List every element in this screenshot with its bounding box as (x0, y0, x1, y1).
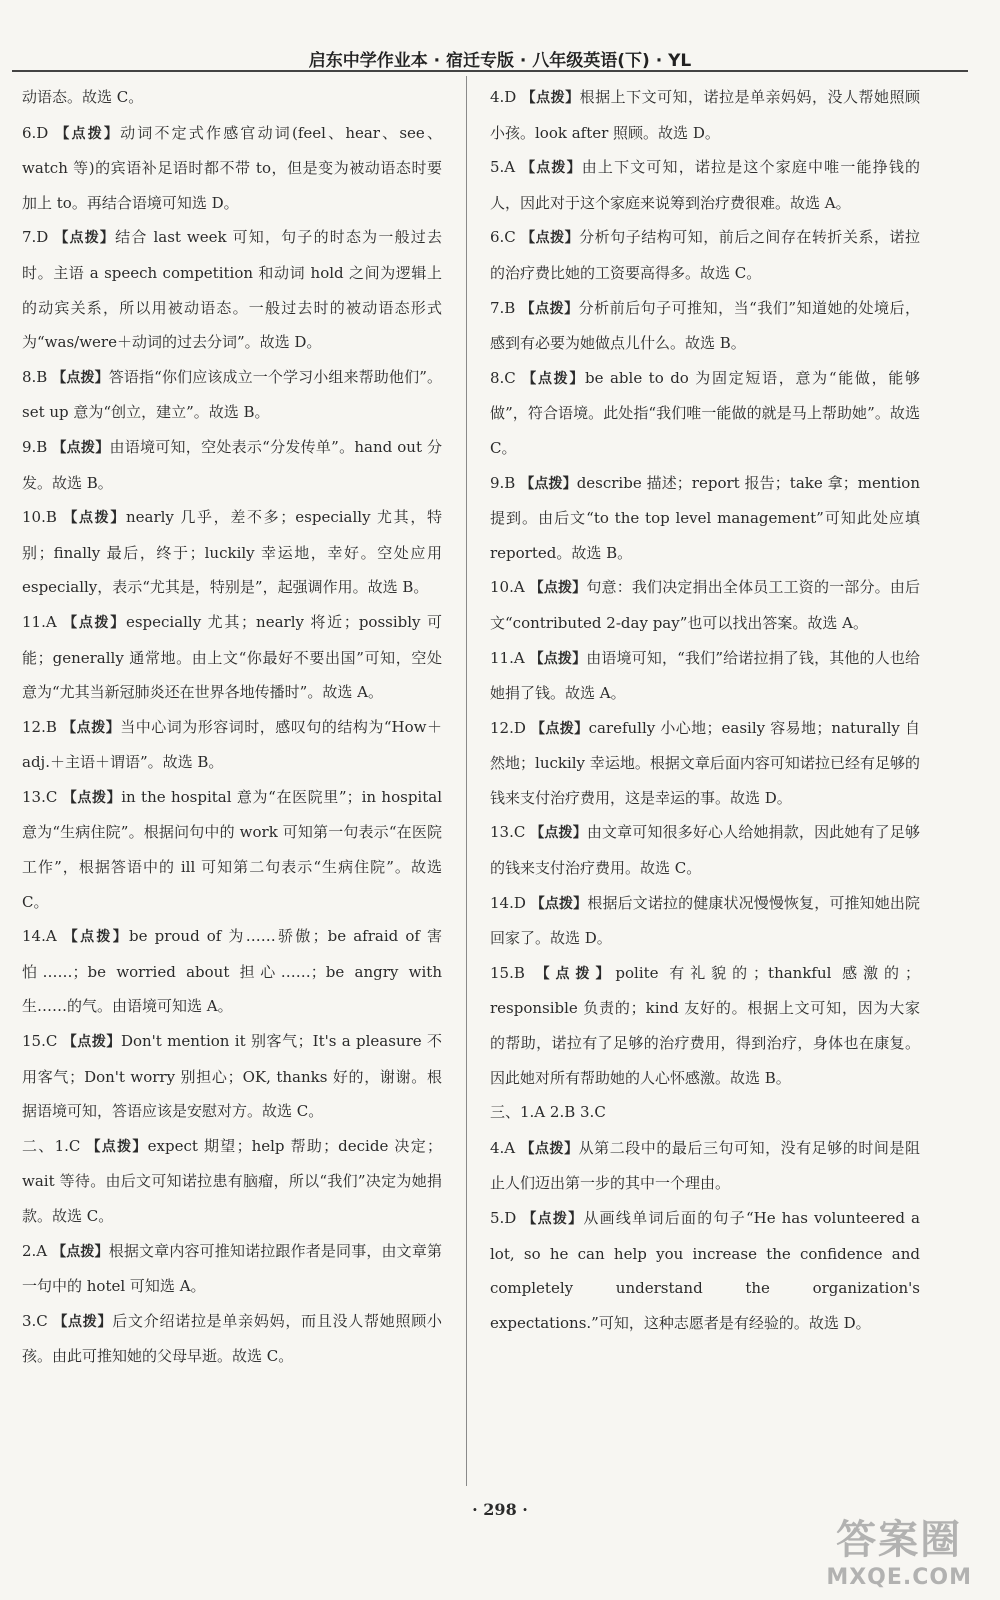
hint-tag: 【点拨】 (529, 580, 587, 597)
answer-entry (22, 780, 442, 919)
answer-entry (490, 1095, 920, 1131)
watermark-text: 答案圈 (836, 1517, 963, 1563)
answer-entry (490, 466, 920, 571)
explanation-text: 分析前后句子可推知，当“我们”知道她的处境后，感到有必要为她做点儿什么。故选 B。 (490, 298, 921, 353)
question-number: 4.A (490, 1138, 516, 1157)
hint-tag: 【点拨】 (531, 720, 589, 737)
question-number: 二、1.C (22, 1136, 81, 1155)
hint-tag: 【点拨】 (530, 825, 587, 842)
hint-tag: 【点拨】 (530, 895, 588, 912)
answer-entry (22, 1234, 442, 1304)
hint-tag: 【点拨】 (62, 719, 121, 736)
question-number: 6.D (22, 123, 49, 142)
question-number: 三、1.A 2.B 3.C (490, 1103, 606, 1122)
answer-entry (22, 710, 442, 780)
explanation-text: 结合 last week 可知，句子的时态为一般过去时。主语 a speech competition 和动词 hold 之间为逻辑上的动宾关系，所以用被动语态。一般过去时的被动语态形式为“was/were＋动词的过去分词”。故选 D。 (22, 228, 442, 352)
explanation-text: in the hospital 意为“在医院里”；in hospital 意为“生病住院”。根据问句中的 work 可知第一句表示“在医院工作”，根据答语中的 ill 可知第二句表示“生病住院”。故选 C。 (22, 787, 442, 911)
question-number: 2.A (22, 1241, 48, 1260)
answer-entry (490, 641, 920, 711)
question-number: 4.D (490, 88, 517, 106)
explanation-text: 答语指“你们应该成立一个学习小组来帮助他们”。set up 意为“创立，建立”。故选 B。 (22, 367, 442, 422)
question-number: 14.D (490, 893, 526, 912)
hint-tag: 【点拨】 (520, 300, 579, 317)
explanation-text: especially 尤其；nearly 将近；possibly 可能；generally 通常地。由上文“你最好不要出国”可知，空处意为“尤其当新冠肺炎还在世界各地传播时”。故选 A。 (22, 612, 442, 702)
question-number: 7.B (490, 298, 516, 317)
answer-entry (22, 116, 442, 221)
header-rule (12, 70, 968, 72)
question-number: 14.A (22, 927, 57, 946)
column-divider (466, 76, 467, 1486)
explanation-text: nearly 几乎，差不多；especially 尤其，特别；finally 最后，终于；luckily 幸运地，幸好。空处应用 especially，表示“尤其是，特别是”，起强调作用。故选 B。 (22, 508, 442, 597)
hint-tag: 【点拨】 (522, 1211, 584, 1227)
answer-entry (490, 1131, 920, 1201)
hint-tag: 【点拨】 (63, 929, 130, 946)
explanation-text: 根据后文诺拉的健康状况慢慢恢复，可推知她出院回家了。故选 D。 (490, 893, 920, 948)
answer-entry (490, 361, 920, 466)
explanation-text: 句意：我们决定捐出全体员工工资的一部分。由后文“contributed 2-day pay”也可以找出答案。故选 A。 (490, 578, 920, 632)
hint-tag: 【点拨】 (86, 1138, 148, 1155)
answer-entry (490, 80, 920, 150)
question-number: 10.B (22, 508, 57, 527)
answer-entry (490, 570, 920, 640)
watermark-logo (826, 1508, 972, 1590)
answer-entry (22, 1129, 442, 1234)
question-number: 8.C (490, 368, 516, 387)
question-number: 12.B (22, 717, 57, 736)
answer-entry (490, 1201, 920, 1340)
answer-entry (490, 220, 920, 290)
hint-tag: 【点拨】 (62, 789, 122, 806)
explanation-text: 动词不定式作感官动词(feel、hear、see、watch 等)的宾语补足语时都不带 to，但是变为被动语态时要加上 to。再结合语境可知选 D。 (22, 123, 442, 212)
explanation-text: describe 描述；report 报告；take 拿；mention 提到。由后文“to the top level management”可知此处应填 reported。故选 B。 (490, 473, 920, 562)
explanation-text: expect 期望；help 帮助；decide 决定；wait 等待。由后文可知诺拉患有脑瘤，所以“我们”决定为她捐款。故选 C。 (22, 1136, 442, 1225)
hint-tag: 【点拨】 (520, 1140, 579, 1157)
explanation-text: 从第二段中的最后三句可知，没有足够的时间是阻止人们迈出第一步的其中一个理由。 (490, 1138, 920, 1193)
hint-tag: 【点拨】 (52, 369, 109, 386)
answer-entry (22, 80, 442, 116)
question-number: 10.A (490, 578, 525, 597)
explanation-text: 由上下文可知，诺拉是这个家庭中唯一能挣钱的人，因此对于这个家庭来说筹到治疗费很难。故选 A。 (490, 158, 920, 212)
explanation-text: 从画线单词后面的句子“He has volunteered a lot, so he can help you increase the confidence and completely understand the organization's expectations.”可知，这种志愿者是有经验的。故选 D。 (490, 1209, 920, 1332)
question-number: 12.D (490, 718, 526, 737)
answer-entry (22, 1304, 442, 1374)
explanation-text: 分析句子结构可知，前后之间存在转折关系，诺拉的治疗费比她的工资要高得多。故选 C。 (490, 228, 920, 282)
explanation-text: Don't mention it 别客气；It's a pleasure 不用客气；Don't worry 别担心；OK, thanks 好的，谢谢。根据语境可知，答语应该是安慰对方。故选 C。 (22, 1032, 442, 1121)
explanation-text: 由语境可知，空处表示“分发传单”。hand out 分发。故选 B。 (22, 437, 443, 492)
question-number: 9.B (22, 437, 48, 456)
hint-tag: 【点拨】 (529, 650, 587, 667)
running-header: 启东中学作业本 · 宿迁专版 · 八年级英语(下) · YL (308, 51, 692, 71)
explanation-text: be able to do 为固定短语，意为“能做，能够做”，符合语境。此处指“我们唯一能做的就是马上帮助她”。故选 C。 (490, 368, 920, 457)
hint-tag: 【点拨】 (521, 90, 580, 106)
answer-entry (22, 220, 442, 359)
answer-entry (490, 150, 920, 220)
question-number: 9.B (490, 473, 516, 492)
question-number: 13.C (490, 823, 526, 842)
question-number: 7.D (22, 228, 49, 247)
watermark-url: MXQE.COM (826, 1565, 972, 1590)
hint-tag: 【点拨】 (535, 965, 616, 982)
answer-entry (490, 815, 920, 885)
explanation-text: polite 有礼貌的；thankful 感激的；responsible 负责的；kind 友好的。根据上文可知，因为大家的帮助，诺拉有了足够的治疗费用，得到治疗，身体也在康复。因此她对所有帮助她的人心怀感激。故选 B。 (490, 963, 920, 1087)
page-number: · 298 · (472, 1500, 528, 1519)
explanation-text: be proud of 为……骄傲；be afraid of 害怕……；be worried about 担心……；be angry with 生……的气。由语境可知选 A。 (22, 927, 442, 1016)
answer-entry (22, 605, 442, 710)
question-number: 6.C (490, 228, 516, 247)
left-answer-column (22, 80, 442, 1374)
explanation-text: carefully 小心地；easily 容易地；naturally 自然地；luckily 幸运地。根据文章后面内容可知诺拉已经有足够的钱来支付治疗费用，这是幸运的事。故选 D。 (490, 718, 920, 807)
hint-tag: 【点拨】 (63, 614, 126, 631)
hint-tag: 【点拨】 (63, 510, 126, 527)
answer-entry (22, 360, 442, 430)
hint-tag: 【点拨】 (520, 475, 577, 492)
right-answer-column (490, 80, 920, 1340)
answer-entry (490, 711, 920, 816)
explanation-text: 根据上下文可知，诺拉是单亲妈妈，没人帮她照顾小孩。look after 照顾。故选 D。 (490, 88, 920, 142)
question-number: 15.B (490, 963, 525, 982)
question-number: 5.A (490, 158, 516, 177)
question-number: 15.C (22, 1032, 58, 1051)
question-number: 11.A (490, 648, 525, 667)
hint-tag: 【点拨】 (62, 1034, 121, 1051)
hint-tag: 【点拨】 (54, 230, 116, 247)
explanation-text: 根据文章内容可推知诺拉跟作者是同事，由文章第一句中的 hotel 可知选 A。 (22, 1241, 442, 1296)
explanation-text: 动语态。故选 C。 (22, 88, 144, 106)
hint-tag: 【点拨】 (53, 1313, 113, 1330)
hint-tag: 【点拨】 (521, 160, 582, 177)
explanation-text: 当中心词为形容词时，感叹句的结构为“How＋adj.＋主语＋谓语”。故选 B。 (22, 717, 442, 772)
answer-entry (490, 291, 920, 361)
answer-entry (22, 500, 442, 605)
hint-tag: 【点拨】 (522, 370, 586, 387)
hint-tag: 【点拨】 (521, 230, 580, 247)
answer-entry (22, 919, 442, 1024)
explanation-text: 后文介绍诺拉是单亲妈妈，而且没人帮她照顾小孩。由此可推知她的父母早逝。故选 C。 (22, 1311, 442, 1366)
hint-tag: 【点拨】 (52, 439, 110, 456)
answer-entry (22, 1024, 442, 1129)
question-number: 3.C (22, 1311, 48, 1330)
question-number: 13.C (22, 787, 58, 806)
question-number: 8.B (22, 367, 48, 386)
answer-entry (22, 430, 442, 500)
explanation-text: 由语境可知，“我们”给诺拉捐了钱，其他的人也给她捐了钱。故选 A。 (490, 648, 921, 703)
hint-tag: 【点拨】 (55, 125, 121, 142)
answer-entry (490, 956, 920, 1095)
hint-tag: 【点拨】 (52, 1243, 109, 1260)
explanation-text: 由文章可知很多好心人给她捐款，因此她有了足够的钱来支付治疗费用。故选 C。 (490, 823, 920, 878)
answer-entry (490, 886, 920, 956)
question-number: 5.D (490, 1209, 517, 1227)
question-number: 11.A (22, 612, 57, 631)
